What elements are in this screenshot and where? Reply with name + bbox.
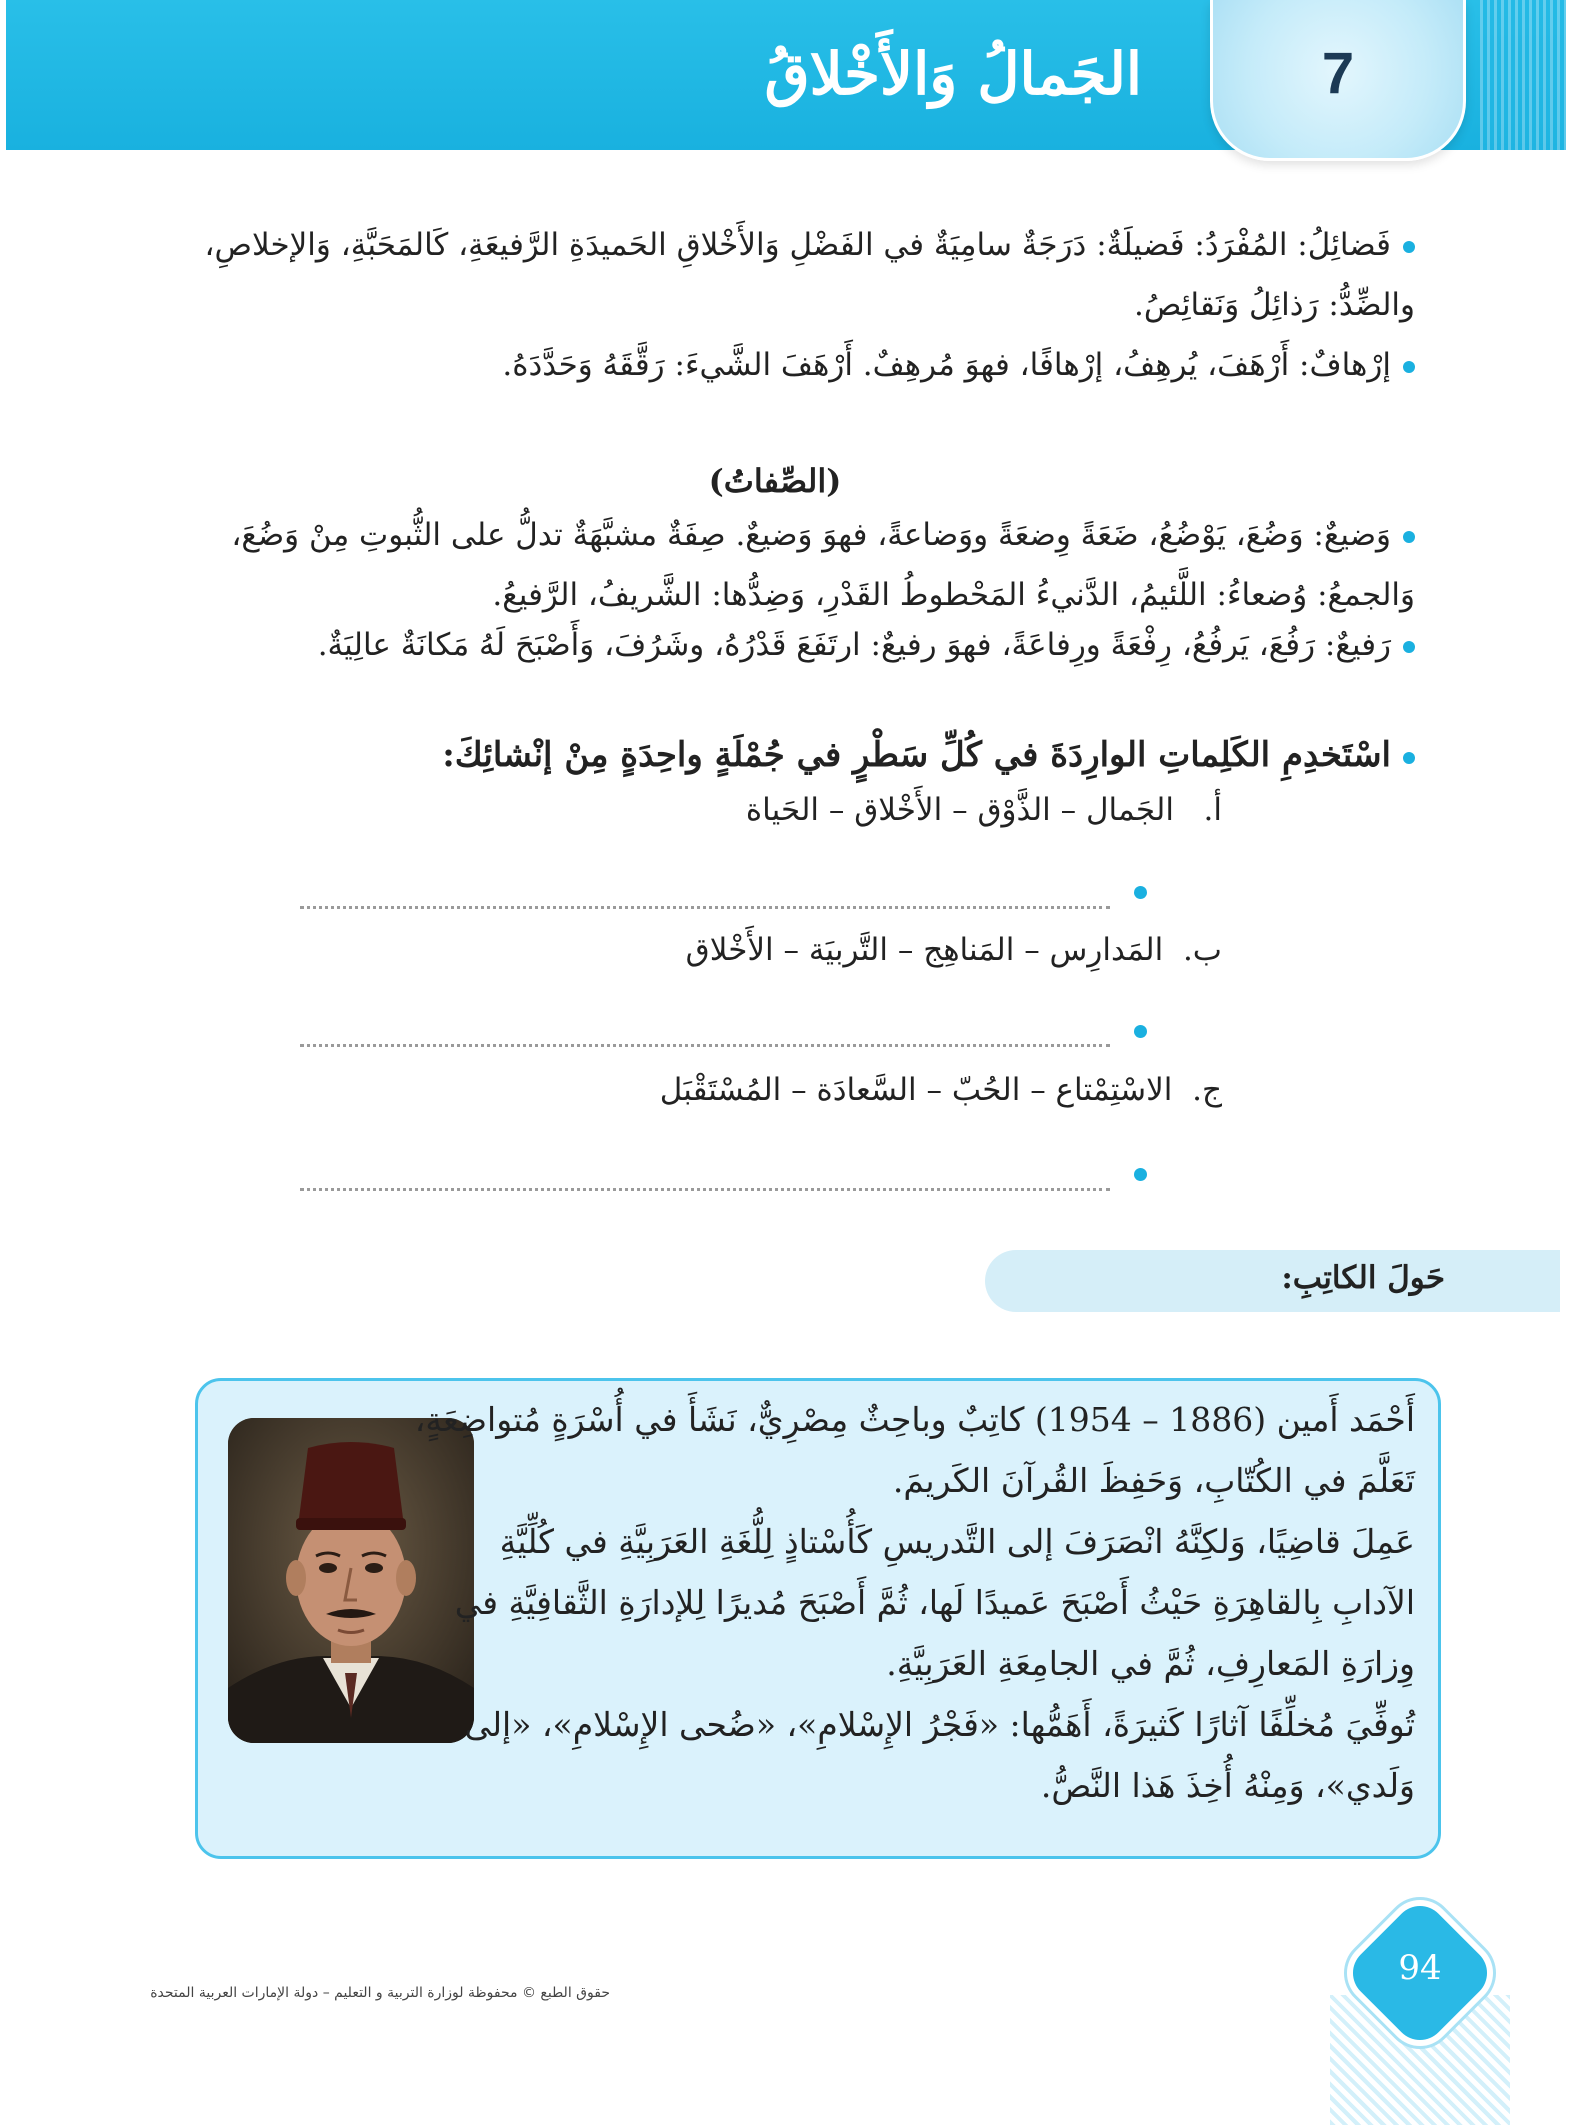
exercise-item-c: ج. الاسْتِمْتاع – الحُبّ – السَّعادَة – المُسْتَقْبَل xyxy=(659,1072,1222,1108)
answer-bullet-icon xyxy=(1134,1168,1147,1181)
copyright-text: حقوق الطبع © محفوظة لوزارة التربية و التعليم – دولة الإمارات العربية المتحدة xyxy=(150,1985,610,2001)
answer-bullet-icon xyxy=(1134,886,1147,899)
answer-line-b[interactable] xyxy=(300,1044,1110,1047)
vocab-item: إرْهافٌ: أَرْهَفَ، يُرهِفُ، إرْهافًا، فهوَ مُرهِفٌ. أَرْهَفَ الشَّيءَ: رَقَّقَهُ وَحَدَّدَهُ. xyxy=(200,335,1415,395)
vocab-item: فَضائِلُ: المُفْرَدُ: فَضيلَةٌ: دَرَجَةٌ سامِيَةٌ في الفَضْلِ وَالأَخْلاقِ الحَميدَةِ الرَّفيعَةِ، كَالمَحَبَّةِ، وَالإخلاصِ، والضِّدُّ: رَذائِلُ وَنَقائِصُ. xyxy=(204,227,1415,323)
adjectives-heading: (الصِّفاتُ) xyxy=(708,462,842,500)
bio-paragraph: تُوفِّيَ مُخلِّفًا آثارًا كَثيرَةً، أَهَمُّها: «فَجْرُ الإِسْلامِ»، «ضُحى الإِسْلامِ»، «إلى وَلَدي»، وَمِنْهُ أُخِذَ هَذا النَّصُّ. xyxy=(464,1705,1415,1805)
answer-line-c[interactable] xyxy=(300,1188,1110,1191)
exercise-item-b: ب. المَدارِس – المَناهِج – التَّربيَة – الأَخْلاق xyxy=(685,932,1222,968)
lesson-number: 7 xyxy=(1321,41,1355,106)
bio-paragraph: عَمِلَ قاضِيًا، وَلكِنَّهُ انْصَرَفَ إلى التَّدريسِ كَأُسْتاذٍ لِلُّغَةِ العَرَبِيَّةِ في كُلِّيَّةِ الآدابِ بِالقاهِرَةِ حَيْثُ أَصْبَحَ عَميدًا لَها، ثُمَّ أَصْبَحَ مُديرًا لِلإدارَةِ الثَّقافِيَّةِ في وِزارَةِ المَعارِفِ، ثُمَّ في الجامِعَةِ العَرَبِيَّةِ. xyxy=(454,1522,1415,1683)
about-author-label: حَولَ الكاتِبِ: xyxy=(985,1250,1560,1312)
bullet-icon xyxy=(1403,752,1415,764)
bullet-icon xyxy=(1403,361,1415,373)
bullet-icon xyxy=(1403,531,1415,543)
lesson-number-tab xyxy=(1210,0,1466,161)
author-bio-box xyxy=(195,1378,1441,1859)
exercise-instruction: اسْتَخدِمِ الكَلِماتِ الوارِدَةَ في كُلِّ سَطْرٍ في جُمْلَةٍ واحِدَةٍ مِنْ إنْشائِكَ: xyxy=(300,725,1415,786)
bullet-icon xyxy=(1403,241,1415,253)
answer-line-a[interactable] xyxy=(300,906,1110,909)
bio-paragraph: أَحْمَد أَمين (1886 – 1954) كاتِبٌ وباحِثٌ مِصْرِيٌّ، نَشَأَ في أُسْرَةٍ مُتواضِعَةٍ، تَعَلَّمَ في الكُتّابِ، وَحَفِظَ القُرآنَ الكَريمَ. xyxy=(414,1400,1415,1500)
page-number: 94 xyxy=(1398,1948,1442,1988)
adjective-item: رَفيعٌ: رَفُعَ، يَرفُعُ، رِفْعَةً ورِفاعَةً، فهوَ رفيعٌ: ارتَفَعَ قَدْرُهُ، وشَرُفَ، وَأَصْبَحَ لَهُ مَكانَةٌ عالِيَةٌ. xyxy=(200,615,1415,675)
lesson-title: الجَمالُ وَالأَخْلاقُ xyxy=(764,40,1142,108)
exercise-item-a: أ. الجَمال – الذَّوْق – الأَخْلاق – الحَياة xyxy=(745,792,1222,828)
adjective-item: وَضيعٌ: وَضُعَ، يَوْضُعُ، ضَعَةً وِضعَةً ووَضاعةً، فهوَ وَضيعٌ. صِفَةٌ مشبَّهَةٌ تدلُّ على الثُّبوتِ مِنْ وَضُعَ، وَالجمعُ: وُضعاءُ: اللَّئيمُ، الدَّنيءُ المَحْطوطُ القَدْرِ، وَضِدُّها: الشَّريفُ، الرَّفيعُ. xyxy=(231,517,1415,613)
header-decor-strip xyxy=(1480,0,1566,150)
author-bio-text xyxy=(410,1389,1415,1816)
bullet-icon xyxy=(1403,641,1415,653)
answer-bullet-icon xyxy=(1134,1025,1147,1038)
